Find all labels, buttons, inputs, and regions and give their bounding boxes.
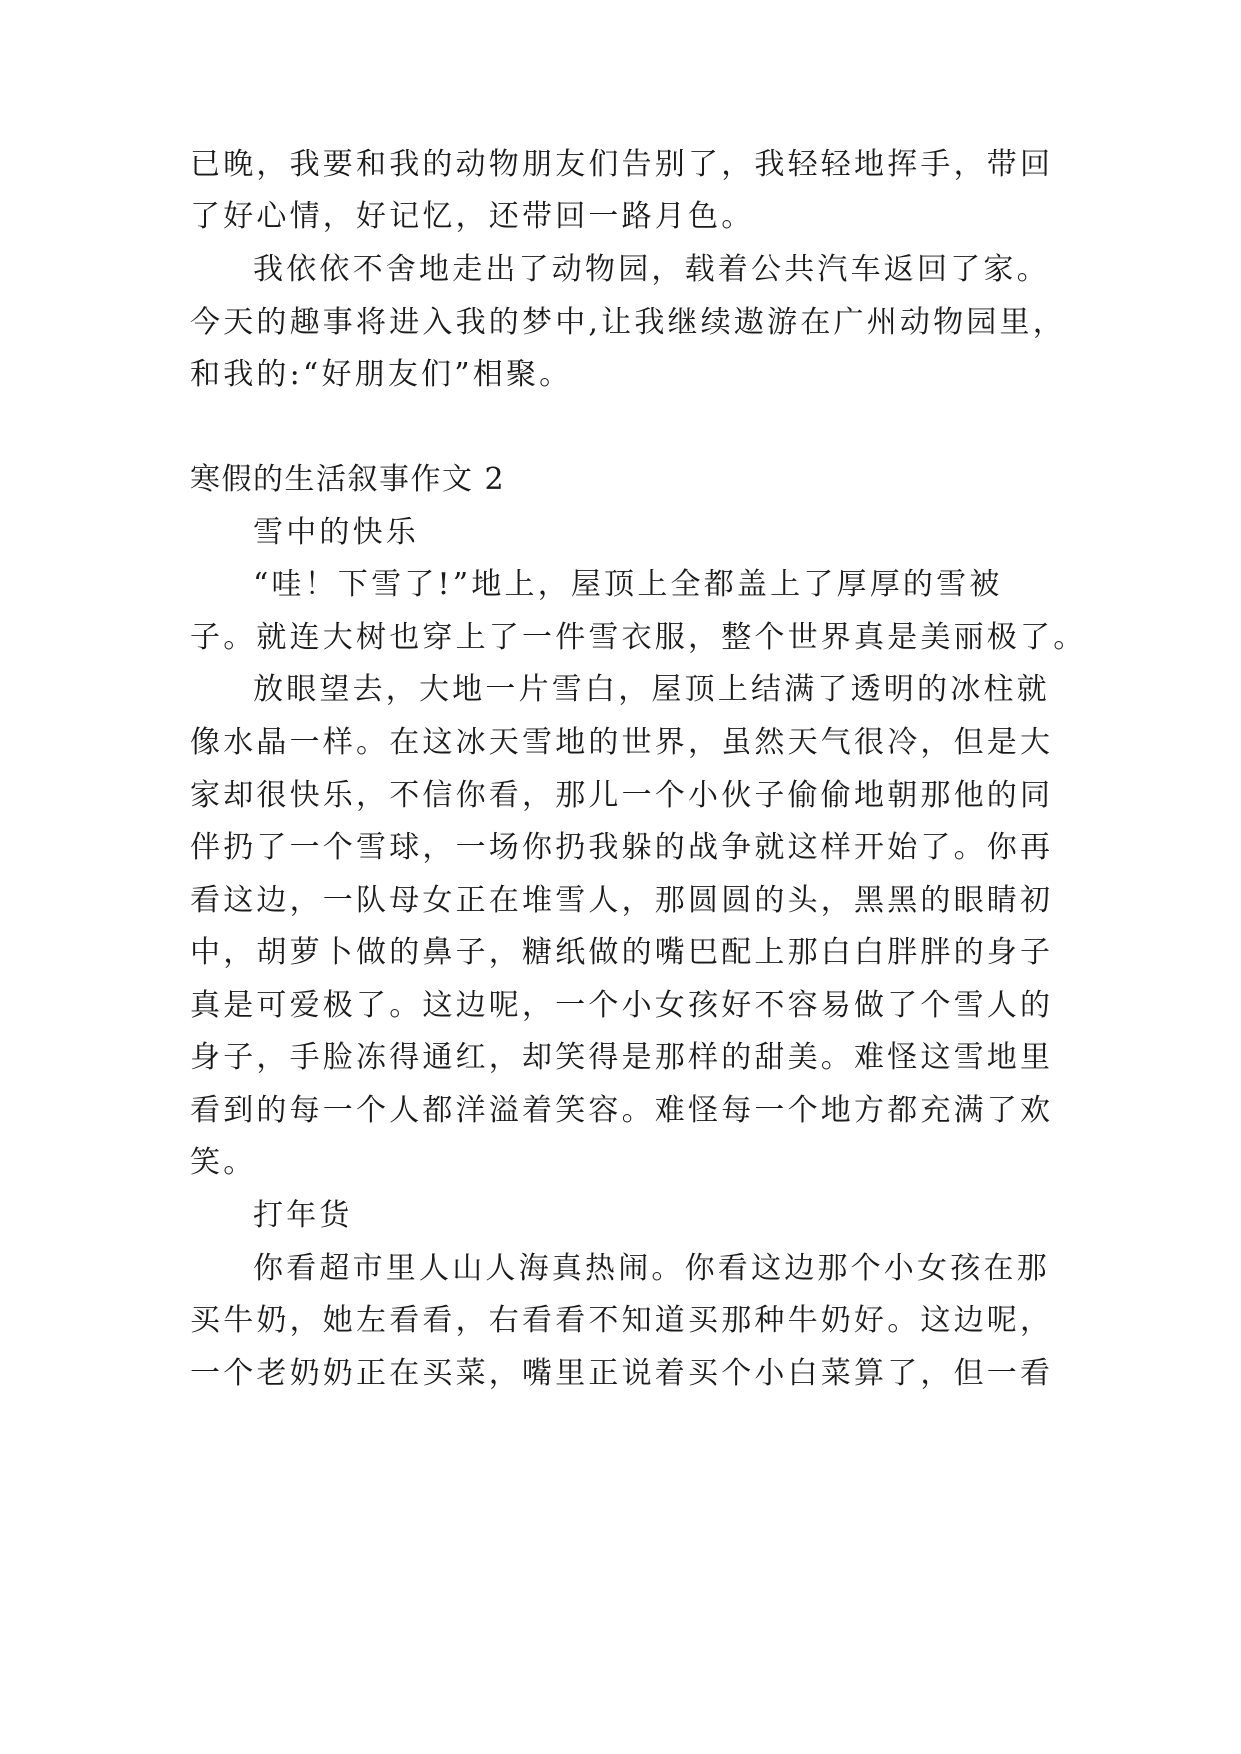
subheading: 雪中的快乐 [253,515,419,550]
text-line: 了好心情，好记忆，还带回一路月色。 [190,199,755,234]
text-line: 中，胡萝卜做的鼻子，糖纸做的嘴巴配上那白白胖胖的身子 [190,935,1054,970]
text-line: 和我的:“好朋友们”相聚。 [190,357,573,392]
text-line: 买牛奶，她左看看，右看看不知道买那种牛奶好。这边呢， [190,1303,1054,1338]
text-line: 真是可爱极了。这边呢，一个小女孩好不容易做了个雪人的 [190,988,1054,1023]
text-line: 身子，手脸冻得通红，却笑得是那样的甜美。难怪这雪地里 [190,1040,1054,1075]
subheading: 打年货 [253,1198,353,1233]
text-line: 一个老奶奶正在买菜，嘴里正说着买个小白菜算了，但一看 [190,1356,1054,1391]
text-line: 像水晶一样。在这冰天雪地的世界，虽然天气很冷，但是大 [190,725,1054,760]
text-line: 伴扔了一个雪球，一场你扔我躲的战争就这样开始了。你再 [190,830,1054,865]
paragraph-start: 你看超市里人山人海真热闹。你看这边那个小女孩在那 [253,1251,1050,1286]
text-line: 已晚，我要和我的动物朋友们告别了，我轻轻地挥手，带回 [190,147,1054,182]
text-line: 看到的每一个人都洋溢着笑容。难怪每一个地方都充满了欢 [190,1093,1054,1128]
text-line: 看这边，一队母女正在堆雪人，那圆圆的头，黑黑的眼睛初 [190,883,1054,918]
paragraph-start: 我依依不舍地走出了动物园，载着公共汽车返回了家。 [253,252,1050,287]
paragraph-start: “哇！下雪了!”地上，屋顶上全都盖上了厚厚的雪被 [253,567,1003,602]
text-line: 今天的趣事将进入我的梦中,让我继续遨游在广州动物园里， [190,305,1066,340]
text-line: 笑。 [190,1145,257,1180]
section-title: 寒假的生活叙事作文 2 [190,462,506,497]
text-line: 家却很快乐，不信你看，那儿一个小伙子偷偷地朝那他的同 [190,778,1054,813]
paragraph-start: 放眼望去，大地一片雪白，屋顶上结满了透明的冰柱就 [253,672,1050,707]
text-line: 子。就连大树也穿上了一件雪衣服，整个世界真是美丽极了。 [190,620,1087,655]
